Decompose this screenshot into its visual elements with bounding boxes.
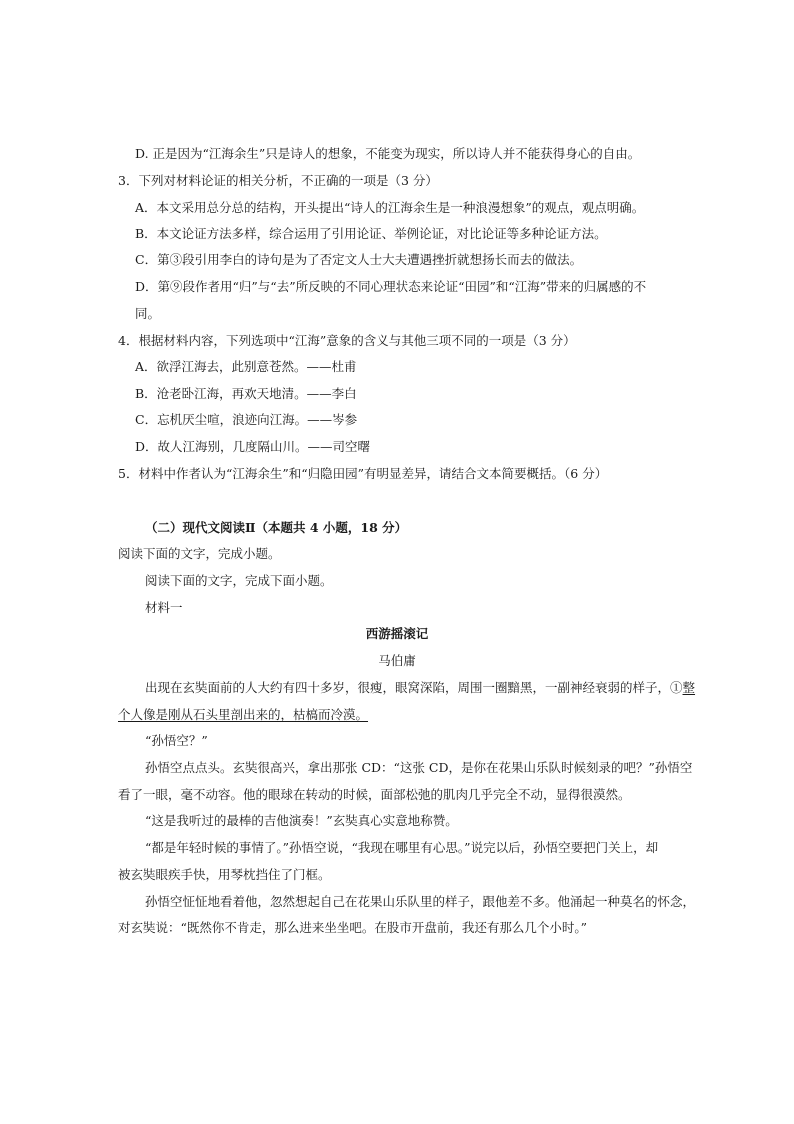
paragraph-1-line-1: [145, 680, 695, 696]
instruction-1: 阅读下面的文字，完成小题。: [118, 546, 281, 561]
q4-stem: 4．根据材料内容，下列选项中“江海”意象的含义与其他三项不同的一项是（3 分）: [118, 333, 576, 348]
q3-stem: 3．下列对材料论证的相关分析，不正确的一项是（3 分）: [118, 173, 438, 188]
story-title: 西游摇滚记: [365, 626, 429, 641]
paragraph-1-text: 出现在玄奘面前的人大约有四十多岁，很瘦，眼窝深陷，周围一圈黯黑，一副神经衰弱的样子，①: [145, 680, 683, 695]
q3-option-a: A．本文采用总分总的结构，开头提出“诗人的江海余生是一种浪漫想象”的观点，观点明确。: [135, 200, 645, 215]
q3-option-d-line1: D．第⑨段作者用“归”与“去”所反映的不同心理状态来论证“田园”和“江海”带来的归属感的不: [135, 279, 647, 294]
paragraph-6-line-1: 孙悟空怔怔地看着他，忽然想起自己在花果山乐队里的样子，跟他差不多。他涌起一种莫名的怀念，: [145, 894, 696, 909]
q4-option-b: B．沧老卧江海，再欢天地清。——李白: [135, 386, 357, 401]
q2-option-d: D. 正是因为“江海余生”只是诗人的想象，不能变为现实，所以诗人并不能获得身心的自由。: [135, 146, 641, 161]
q4-option-c: C．忘机厌尘喧，浪迹向江海。——岑参: [135, 412, 358, 427]
q3-option-c: C．第③段引用李白的诗句是为了否定文人士大夫遭遇挫折就想扬长而去的做法。: [135, 252, 583, 267]
q4-option-d: D．故人江海别，几度隔山川。——司空曙: [135, 439, 371, 454]
q4-option-a: A．欲浮江海去，此别意苍然。——杜甫: [135, 359, 357, 374]
instruction-2: 阅读下面的文字，完成下面小题。: [145, 573, 333, 588]
paragraph-3-line-1: 孙悟空点点头。玄奘很高兴，拿出那张 CD：“这张 CD，是你在花果山乐队时候刻录的吧？”孙悟空: [145, 760, 693, 775]
q5-stem: 5．材料中作者认为“江海余生”和“归隐田园”有明显差异，请结合文本简要概括。（6 分）: [118, 466, 608, 481]
paragraph-3-line-2: 看了一眼，毫不动容。他的眼球在转动的时候，面部松弛的肌肉几乎完全不动，显得很漠然。: [118, 787, 631, 802]
paragraph-6-line-2: 对玄奘说：“既然你不肯走，那么进来坐坐吧。在股市开盘前，我还有那么几个小时。”: [118, 920, 588, 935]
story-author: 马伯庸: [378, 653, 416, 668]
paragraph-2: “孙悟空？”: [145, 733, 208, 748]
underlined-sentence-start: 整: [682, 680, 696, 695]
paragraph-4: “这是我听过的最棒的吉他演奏！”玄奘真心实意地称赞。: [145, 813, 458, 828]
section-heading: （二）现代文阅读Ⅱ（本题共 4 小题，18 分）: [145, 520, 408, 535]
paragraph-5-line-2: 被玄奘眼疾手快，用琴枕挡住了门框。: [118, 867, 331, 882]
q3-option-d-line2: 同。: [135, 306, 161, 321]
q3-option-b: B．本文论证方法多样，综合运用了引用论证、举例论证，对比论证等多种论证方法。: [135, 226, 607, 241]
paragraph-5-line-1: “都是年轻时候的事情了。”孙悟空说，“我现在哪里有心思。”说完以后，孙悟空要把门关上，却: [145, 840, 659, 855]
material-label: 材料一: [145, 600, 183, 615]
underlined-sentence: 个人像是刚从石头里剖出来的，枯槁而冷漠。: [118, 707, 369, 722]
